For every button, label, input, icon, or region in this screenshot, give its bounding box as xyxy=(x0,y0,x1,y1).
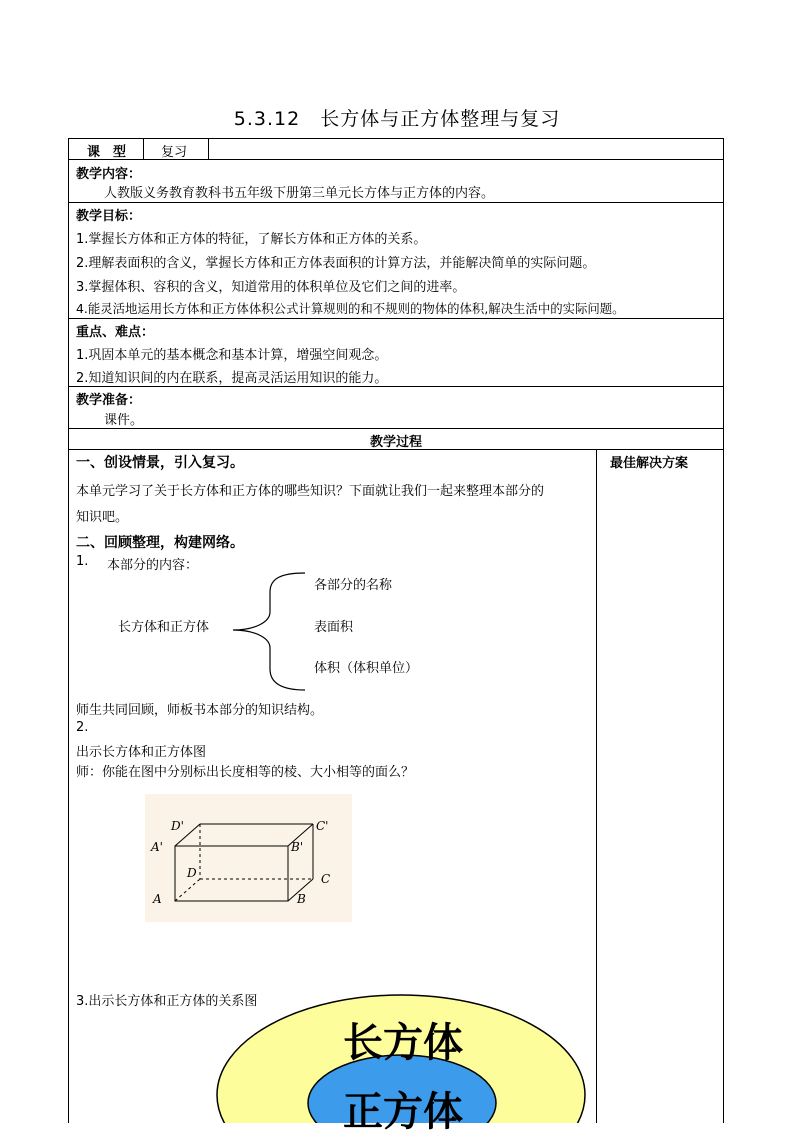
venn-outer-label: 长方体 xyxy=(343,1020,463,1066)
cuboid-drawing xyxy=(145,794,352,922)
key-points-heading: 重点、难点： xyxy=(76,325,155,340)
section2-heading: 二、回顾整理，构建网络。 xyxy=(76,535,244,551)
brace-item: 体积（体积单位） xyxy=(314,661,419,676)
section1-text: 本单元学习了关于长方体和正方体的哪些知识？下面就让我们一起来整理本部分的 xyxy=(76,484,545,499)
venn-inner-label: 正方体 xyxy=(343,1089,463,1135)
question-text: 师：你能在图中分别标出长度相等的棱、大小相等的面么？ xyxy=(76,765,415,780)
lesson-type-value: 复习 xyxy=(161,145,188,160)
brace-item: 表面积 xyxy=(314,620,354,635)
vertex-label: D' xyxy=(171,819,184,833)
content-text: 人教版义务教育教科书五年级下册第三单元长方体与正方体的内容。 xyxy=(104,186,495,201)
page-title: 5.3.12 长方体与正方体整理与复习 xyxy=(233,108,561,130)
vertex-label: A' xyxy=(151,840,163,854)
objective-item: 3.掌握体积、容积的含义，知道常用的体积单位及它们之间的进率。 xyxy=(76,280,466,295)
brace-item: 各部分的名称 xyxy=(314,578,393,593)
vertex-label: A xyxy=(153,892,162,906)
item-text: 3.出示长方体和正方体的关系图 xyxy=(76,994,258,1009)
vertex-label: B xyxy=(297,892,306,906)
objective-item: 4.能灵活地运用长方体和正方体体积公式计算规则的和不规则的物体的体积,解决生活中的实际问题。 xyxy=(76,301,625,316)
section1-heading: 一、创设情景，引入复习。 xyxy=(76,455,244,471)
side-heading: 最佳解决方案 xyxy=(610,456,689,471)
objectives-heading: 教学目标： xyxy=(76,209,142,224)
content-heading: 教学内容： xyxy=(76,167,142,182)
process-heading: 教学过程 xyxy=(369,435,422,450)
preparation-heading: 教学准备： xyxy=(76,393,142,408)
item-number: 1. xyxy=(76,554,89,569)
objective-item: 2.理解表面积的含义，掌握长方体和正方体表面积的计算方法，并能解决简单的实际问题。 xyxy=(76,256,596,271)
preparation-text: 课件。 xyxy=(104,413,144,428)
vertex-label: D xyxy=(187,866,197,880)
key-point-item: 2.知道知识间的内在联系，提高灵活运用知识的能力。 xyxy=(76,371,388,386)
lesson-type-label: 课 型 xyxy=(87,145,127,160)
brace-root: 长方体和正方体 xyxy=(118,620,210,635)
objective-item: 1.掌握长方体和正方体的特征，了解长方体和正方体的关系。 xyxy=(76,232,427,247)
vertex-label: B' xyxy=(291,840,304,854)
item-text: 出示长方体和正方体图 xyxy=(76,745,207,760)
item-number: 2. xyxy=(76,720,89,735)
vertex-label: C xyxy=(321,872,331,886)
vertex-label: C' xyxy=(316,819,329,833)
summary-text: 师生共同回顾，师板书本部分的知识结构。 xyxy=(76,703,324,718)
item-text: 本部分的内容： xyxy=(107,558,199,573)
section1-text: 知识吧。 xyxy=(76,510,129,525)
key-point-item: 1.巩固本单元的基本概念和基本计算，增强空间观念。 xyxy=(76,348,388,363)
